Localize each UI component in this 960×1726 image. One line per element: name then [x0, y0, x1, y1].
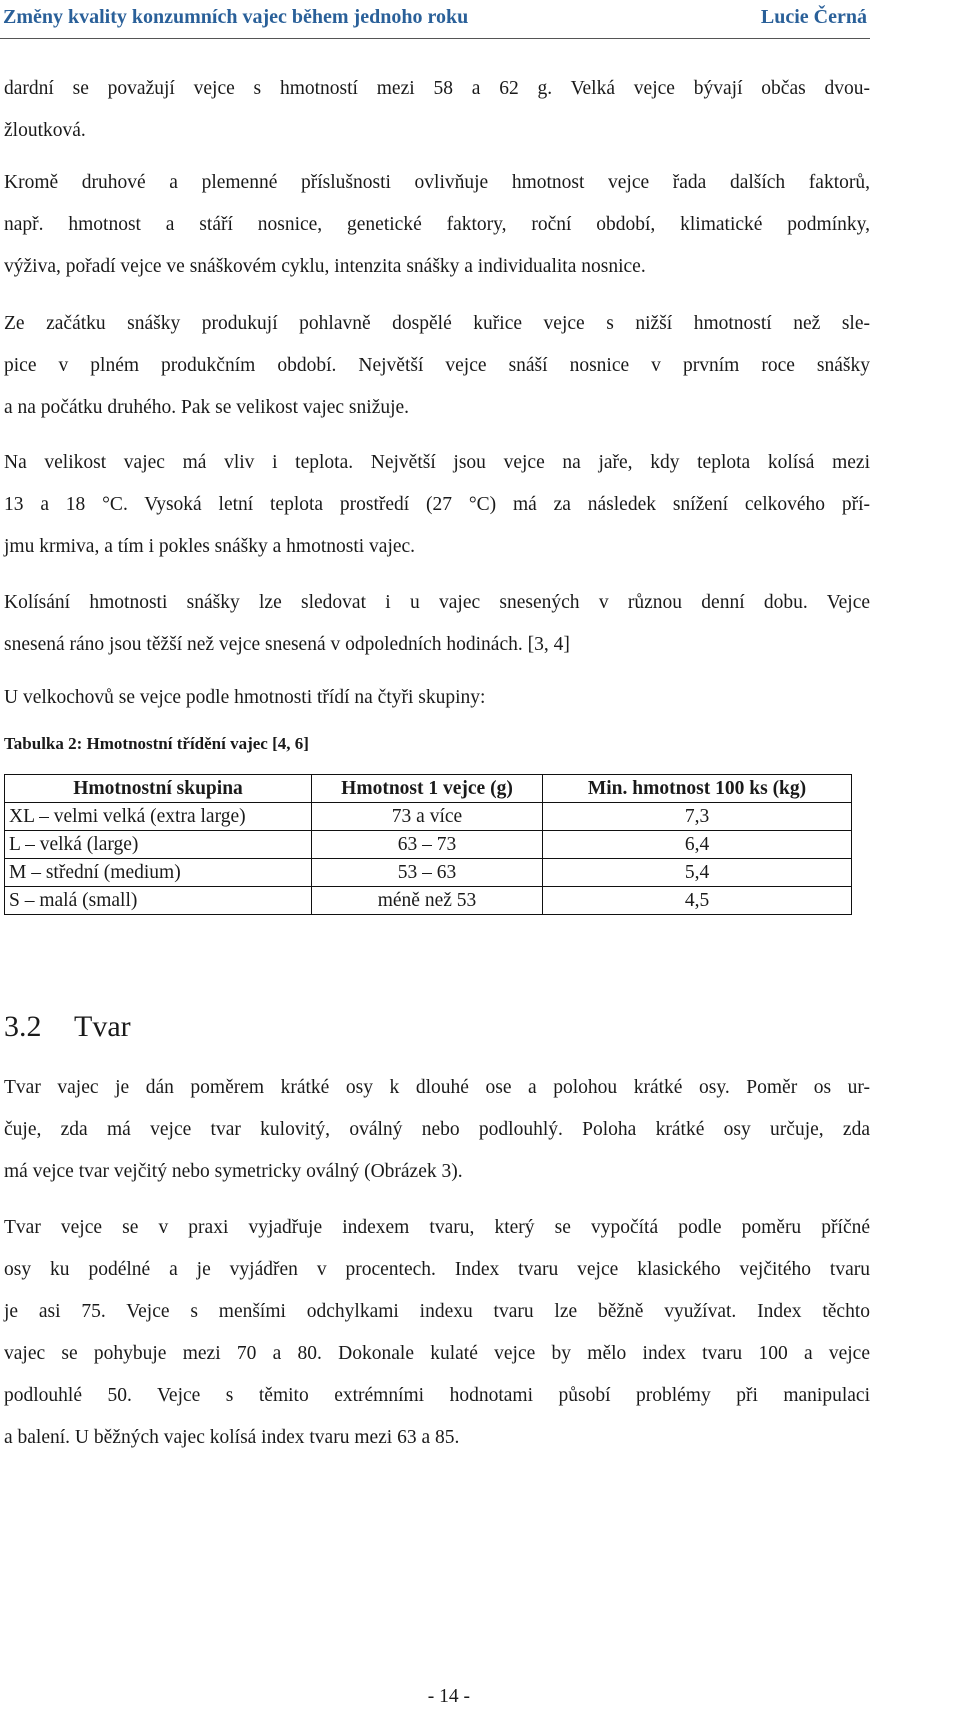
page-number: - 14 -: [427, 1686, 470, 1707]
table-cell: 53 – 63: [312, 859, 543, 887]
table-cell: 4,5: [543, 887, 852, 915]
text-line: výživa, pořadí vejce ve snáškovém cyklu, intenzita snášky a individualita nosnice.: [4, 256, 646, 277]
column-header: Hmotnost 1 vejce (g): [312, 775, 543, 803]
table-cell: 5,4: [543, 859, 852, 887]
header-rule: [0, 38, 870, 39]
table-cell: L – velká (large): [5, 831, 312, 859]
table-cell: méně než 53: [312, 887, 543, 915]
paragraph: [4, 1207, 870, 1459]
text-line: Tvar vajec je dán poměrem krátké osy k dlouhé ose a polohou krátké osy. Poměr os ur-: [4, 1077, 870, 1098]
paragraph: [4, 1067, 870, 1193]
text-line: U velkochovů se vejce podle hmotnosti třídí na čtyři skupiny:: [4, 687, 486, 708]
paragraph: [4, 677, 870, 719]
section-title: Tvar: [74, 1010, 131, 1043]
column-header: Hmotnostní skupina: [5, 775, 312, 803]
text-line: je asi 75. Vejce s menšími odchylkami indexu tvaru lze běžně využívat. Index těchto: [4, 1301, 870, 1322]
author-name: Lucie Černá: [760, 6, 867, 28]
text-line: Tvar vejce se v praxi vyjadřuje indexem tvaru, který se vypočítá podle poměru příčné: [4, 1217, 870, 1238]
egg-weight-table: [4, 774, 852, 915]
text-line: podlouhlé 50. Vejce s těmito extrémními hodnotami působí problémy při manipulaci: [4, 1385, 870, 1406]
text-line: pice v plném produkčním období. Největší vejce snáší nosnice v prvním roce snášky: [4, 355, 870, 376]
text-line: Ze začátku snášky produkují pohlavně dospělé kuřice vejce s nižší hmotností než sle-: [4, 313, 870, 334]
paragraph: [4, 303, 870, 429]
table-cell: 73 a více: [312, 803, 543, 831]
text-line: např. hmotnost a stáří nosnice, genetické faktory, roční období, klimatické podmínky,: [4, 214, 870, 235]
text-line: Kolísání hmotnosti snášky lze sledovat i u vajec snesených v různou denní dobu. Vejce: [4, 592, 870, 613]
table-header-row: [5, 775, 852, 803]
section-heading: [4, 1010, 131, 1044]
table-row: [5, 803, 852, 831]
section-number: 3.2: [4, 1010, 42, 1043]
table-cell: 63 – 73: [312, 831, 543, 859]
text-line: osy ku podélné a je vyjádřen v procentech. Index tvaru vejce klasického vejčitého tvaru: [4, 1259, 870, 1280]
paragraph: [4, 162, 870, 288]
table-row: [5, 859, 852, 887]
paragraph: [4, 582, 870, 666]
table-cell: XL – velmi velká (extra large): [5, 803, 312, 831]
paragraph: [4, 442, 870, 568]
text-line: dardní se považují vejce s hmotností mezi 58 a 62 g. Velká vejce bývají občas dvou-: [4, 78, 870, 99]
document-title: Změny kvality konzumních vajec během jednoho roku: [3, 6, 469, 28]
paragraph: [4, 68, 870, 152]
text-line: Kromě druhové a plemenné příslušnosti ovlivňuje hmotnost vejce řada dalších faktorů,: [4, 172, 870, 193]
page-header: [0, 0, 870, 40]
table-cell: M – střední (medium): [5, 859, 312, 887]
table-cell: 7,3: [543, 803, 852, 831]
table-cell: 6,4: [543, 831, 852, 859]
table-cell: S – malá (small): [5, 887, 312, 915]
table-caption: Tabulka 2: Hmotnostní třídění vajec [4, 6]: [4, 734, 309, 753]
text-line: Na velikost vajec má vliv i teplota. Největší jsou vejce na jaře, kdy teplota kolísá mezi: [4, 452, 870, 473]
column-header: Min. hmotnost 100 ks (kg): [543, 775, 852, 803]
text-line: snesená ráno jsou těžší než vejce snesená v odpoledních hodinách. [3, 4]: [4, 634, 570, 655]
text-line: jmu krmiva, a tím i pokles snášky a hmotnosti vajec.: [4, 536, 416, 557]
text-line: čuje, zda má vejce tvar kulovitý, oválný nebo podlouhlý. Poloha krátké osy určuje, zda: [4, 1119, 870, 1140]
table-row: [5, 831, 852, 859]
text-line: a na počátku druhého. Pak se velikost vajec snižuje.: [4, 397, 410, 418]
text-line: 13 a 18 °C. Vysoká letní teplota prostředí (27 °C) má za následek snížení celkového pří-: [4, 494, 870, 515]
page-footer: [0, 1686, 870, 1708]
text-line: má vejce tvar vejčitý nebo symetricky oválný (Obrázek 3).: [4, 1161, 463, 1182]
text-line: žloutková.: [4, 120, 86, 141]
table-row: [5, 887, 852, 915]
text-line: a balení. U běžných vajec kolísá index tvaru mezi 63 a 85.: [4, 1427, 460, 1448]
text-line: vajec se pohybuje mezi 70 a 80. Dokonale kulaté vejce by mělo index tvaru 100 a vejce: [4, 1343, 870, 1364]
